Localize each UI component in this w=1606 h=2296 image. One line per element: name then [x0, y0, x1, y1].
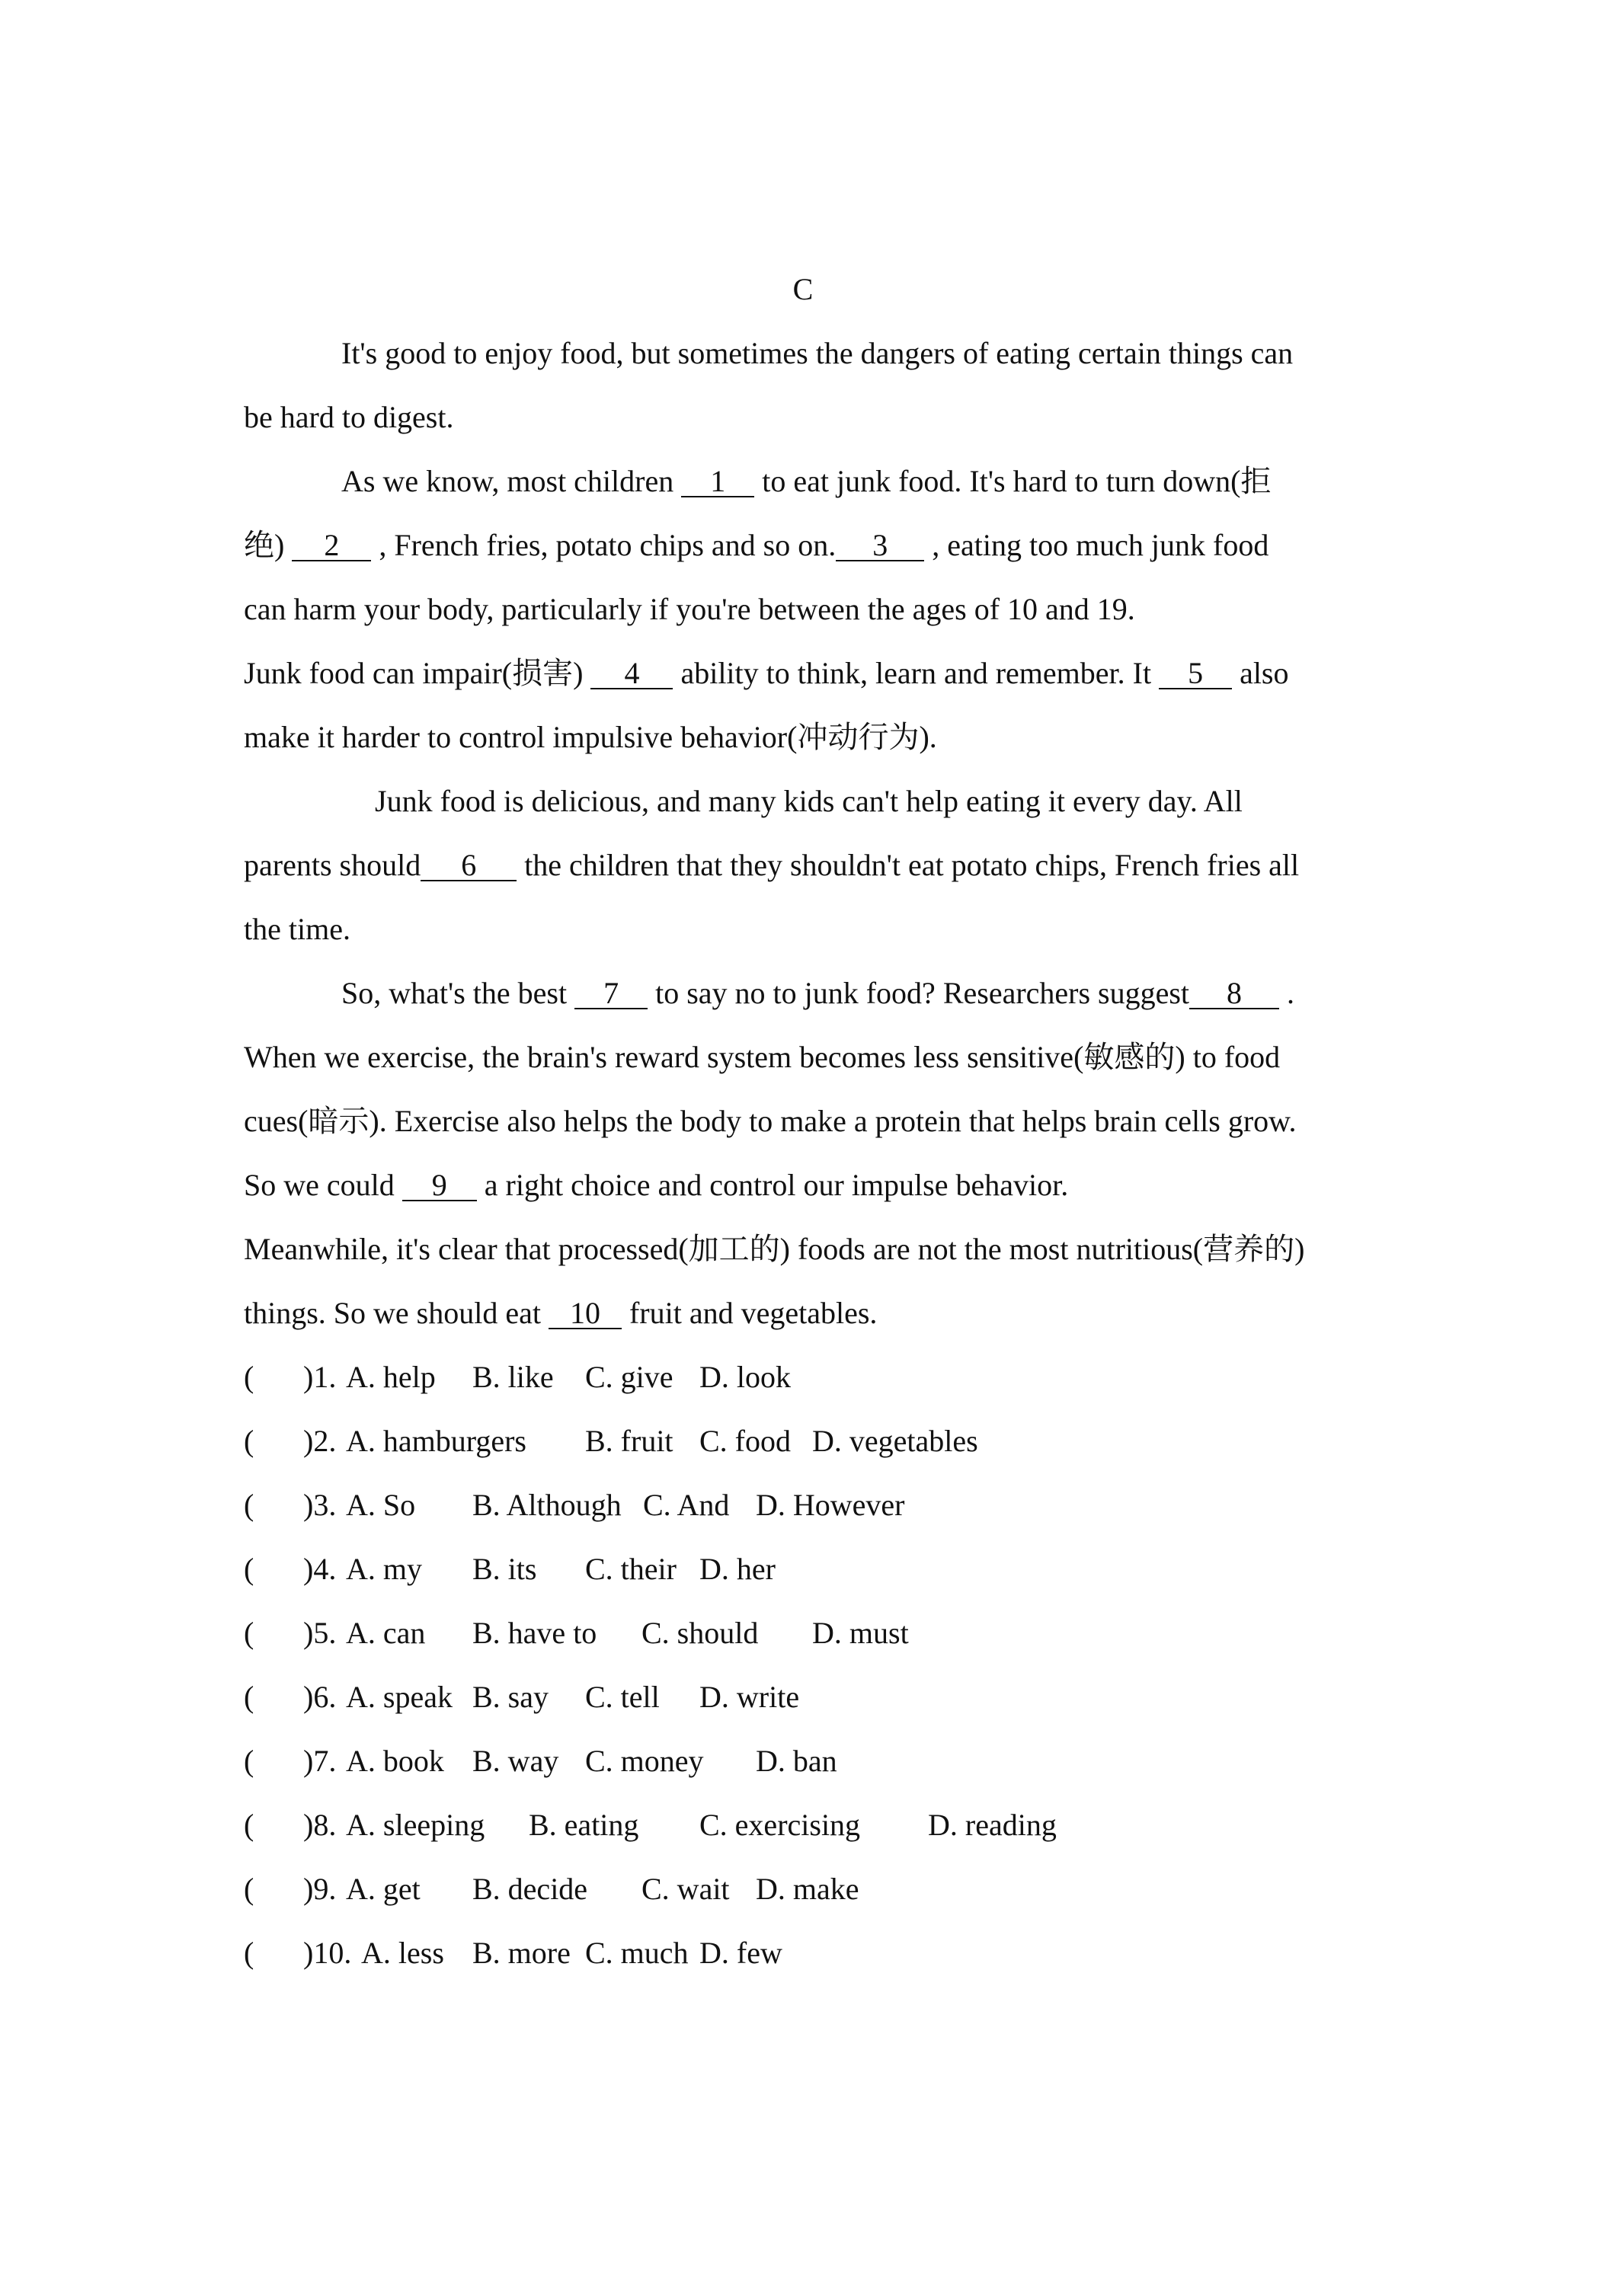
- passage-line: [244, 907, 350, 952]
- passage-line: [244, 651, 1289, 696]
- passage-text: fruit and vegetables.: [621, 1296, 878, 1330]
- section-heading: C: [792, 272, 814, 306]
- question-number: )3.: [303, 1488, 337, 1522]
- question-row: [244, 1418, 978, 1464]
- blank-1: 1: [681, 467, 754, 497]
- question-number: )8.: [303, 1808, 337, 1842]
- answer-paren: (: [244, 1744, 254, 1778]
- blank-2: 2: [292, 531, 371, 561]
- option-c: C. food: [699, 1424, 791, 1458]
- option-d: D. make: [756, 1872, 859, 1906]
- question-row: [244, 1546, 776, 1592]
- blank-5: 5: [1159, 659, 1232, 689]
- passage-line: [244, 1034, 1280, 1080]
- question-row: [244, 1674, 800, 1720]
- passage-text: to eat junk food. It's hard to turn down(拒: [754, 464, 1272, 498]
- option-a: A. book: [346, 1744, 444, 1778]
- passage-line: [244, 1226, 1304, 1272]
- blank-4: 4: [590, 659, 673, 689]
- passage-text: Junk food is delicious, and many kids can't help eating it every day. All: [375, 784, 1243, 818]
- passage-text: things. So we should eat: [244, 1296, 549, 1330]
- answer-paren: (: [244, 1936, 254, 1970]
- question-row: [244, 1610, 909, 1656]
- option-b: B. like: [472, 1360, 554, 1394]
- option-a: A. sleeping: [346, 1808, 485, 1842]
- passage-text: cues(暗示). Exercise also helps the body to make a protein that helps brain cells grow.: [244, 1104, 1297, 1138]
- passage-text: make it harder to control impulsive behavior(冲动行为).: [244, 720, 937, 754]
- option-c: C. exercising: [699, 1808, 861, 1842]
- option-c: C. wait: [641, 1872, 730, 1906]
- option-a: A. So: [346, 1488, 416, 1522]
- passage-text: So we could: [244, 1168, 402, 1202]
- blank-7: 7: [574, 979, 648, 1009]
- option-a: A. less: [361, 1936, 444, 1970]
- option-c: C. And: [643, 1488, 730, 1522]
- question-row: [244, 1482, 905, 1528]
- answer-paren: (: [244, 1872, 254, 1906]
- answer-paren: (: [244, 1616, 254, 1650]
- question-number: )7.: [303, 1744, 337, 1778]
- option-c: C. much: [585, 1936, 689, 1970]
- answer-paren: (: [244, 1360, 254, 1394]
- answer-paren: (: [244, 1488, 254, 1522]
- passage-line: [341, 459, 1271, 504]
- option-b: B. decide: [472, 1872, 588, 1906]
- passage-text: So, what's the best: [341, 976, 575, 1010]
- option-d: D. her: [699, 1552, 776, 1586]
- passage-line: [244, 1290, 877, 1336]
- blank-9: 9: [402, 1171, 477, 1201]
- passage-text: .: [1279, 976, 1295, 1010]
- passage-text: 绝): [244, 528, 293, 562]
- option-b: B. its: [472, 1552, 537, 1586]
- question-number: )4.: [303, 1552, 337, 1586]
- option-d: D. However: [756, 1488, 905, 1522]
- option-c: C. tell: [585, 1680, 660, 1714]
- question-row: [244, 1738, 837, 1784]
- passage-text: parents should: [244, 848, 421, 882]
- question-row: [244, 1354, 791, 1400]
- question-row: [244, 1866, 859, 1912]
- option-b: B. eating: [529, 1808, 639, 1842]
- option-a: A. my: [346, 1552, 422, 1586]
- option-d: D. few: [699, 1936, 782, 1970]
- option-c: C. their: [585, 1552, 677, 1586]
- question-number: )10.: [303, 1936, 352, 1970]
- blank-8: 8: [1189, 979, 1279, 1009]
- option-b: B. Although: [472, 1488, 622, 1522]
- passage-text: , eating too much junk food: [924, 528, 1269, 562]
- answer-paren: (: [244, 1424, 254, 1458]
- passage-text: Meanwhile, it's clear that processed(加工的) foods are not the most nutritious(营养的): [244, 1232, 1305, 1266]
- passage-text: When we exercise, the brain's reward system becomes less sensitive(敏感的) to food: [244, 1040, 1281, 1074]
- passage-line: [244, 715, 937, 760]
- option-d: D. write: [699, 1680, 800, 1714]
- option-c: C. money: [585, 1744, 704, 1778]
- option-d: D. look: [699, 1360, 791, 1394]
- option-d: D. reading: [928, 1808, 1057, 1842]
- passage-text: to say no to junk food? Researchers suggest: [648, 976, 1190, 1010]
- passage-text: It's good to enjoy food, but sometimes the dangers of eating certain things can: [341, 336, 1294, 370]
- option-a: A. get: [346, 1872, 421, 1906]
- option-c: C. should: [641, 1616, 759, 1650]
- option-b: B. more: [472, 1936, 571, 1970]
- passage-line: [244, 1162, 1068, 1208]
- option-d: D. must: [812, 1616, 909, 1650]
- passage-line: [244, 523, 1268, 568]
- option-d: D. ban: [756, 1744, 837, 1778]
- blank-10: 10: [549, 1299, 622, 1329]
- passage-line: [244, 395, 454, 440]
- passage-text: , French fries, potato chips and so on.: [371, 528, 837, 562]
- passage-line: [244, 587, 1135, 632]
- answer-paren: (: [244, 1680, 254, 1714]
- option-b: B. say: [472, 1680, 549, 1714]
- passage-text: a right choice and control our impulse behavior.: [476, 1168, 1069, 1202]
- option-b: B. way: [472, 1744, 559, 1778]
- question-number: )9.: [303, 1872, 337, 1906]
- option-b: B. have to: [472, 1616, 597, 1650]
- passage-text: be hard to digest.: [244, 400, 454, 434]
- passage-line: [244, 1098, 1296, 1144]
- question-number: )5.: [303, 1616, 337, 1650]
- question-number: )2.: [303, 1424, 337, 1458]
- blank-3: 3: [836, 531, 924, 561]
- answer-paren: (: [244, 1552, 254, 1586]
- option-a: A. can: [346, 1616, 426, 1650]
- question-number: )1.: [303, 1360, 337, 1394]
- question-row: [244, 1930, 782, 1976]
- answer-paren: (: [244, 1808, 254, 1842]
- passage-line: [341, 331, 1293, 376]
- passage-text: the time.: [244, 912, 350, 946]
- option-a: A. help: [346, 1360, 436, 1394]
- passage-text: can harm your body, particularly if you're between the ages of 10 and 19.: [244, 592, 1135, 626]
- passage-text: the children that they shouldn't eat potato chips, French fries all: [517, 848, 1300, 882]
- passage-text: ability to think, learn and remember. It: [673, 656, 1160, 690]
- option-a: A. hamburgers: [346, 1424, 526, 1458]
- passage-line: [341, 971, 1294, 1016]
- option-d: D. vegetables: [812, 1424, 978, 1458]
- passage-line: [244, 843, 1299, 888]
- question-number: )6.: [303, 1680, 337, 1714]
- question-row: [244, 1802, 1057, 1848]
- option-b: B. fruit: [585, 1424, 673, 1458]
- blank-6: 6: [421, 851, 517, 881]
- passage-text: As we know, most children: [341, 464, 682, 498]
- option-a: A. speak: [346, 1680, 453, 1714]
- passage-text: also: [1232, 656, 1289, 690]
- passage-line: [375, 779, 1243, 824]
- option-c: C. give: [585, 1360, 673, 1394]
- passage-text: Junk food can impair(损害): [244, 656, 591, 690]
